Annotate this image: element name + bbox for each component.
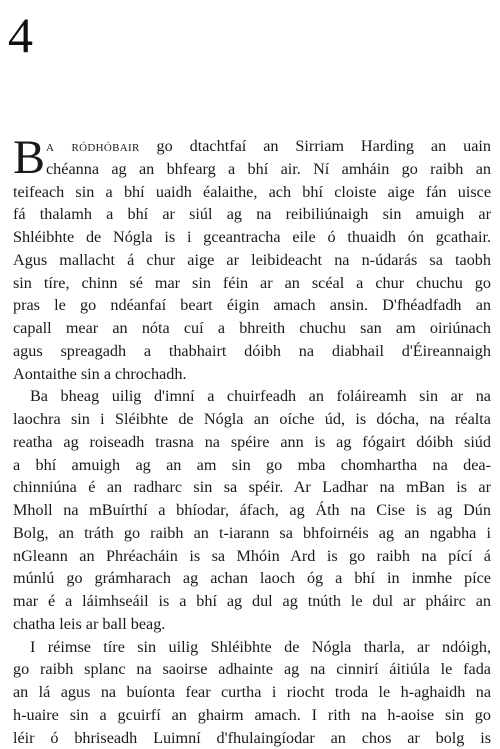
text-line: chéanna ag an bhfearg a bhí air. Ní amháin go raibh an: [13, 158, 491, 181]
text-line: agus spreagadh a thabhairt dóibh na diabhail d'Éireannaigh: [13, 340, 491, 363]
text-line: mar é a láimhseáil is a bhí ag dul ag tnúth le dul ar pháirc an: [13, 590, 491, 613]
text-line: múnlú go grámharach ag achan laoch óg a bhí in inmhe píce: [13, 567, 491, 590]
text-line: chatha leis ar ball beag.: [13, 613, 491, 636]
text-line: laochra sin i Sléibhte de Nógla an oíche úd, is dócha, na réalta: [13, 408, 491, 431]
text-line: Mholl na mBuírthí a bhíodar, áfach, ag Áth na Cise is ag Dún: [13, 499, 491, 522]
text-line: léir ó bhriseadh Luimní d'fhulaingíodar an chos ar bolg is: [13, 727, 491, 749]
text-line: nGleann an Phréacháin is sa Mhóin Ard is go raibh na pící á: [13, 545, 491, 568]
text-line: capall mear an nóta cuí a bhreith chuchu san am oiriúnach: [13, 317, 491, 340]
text-line-content: go dtachtfaí an Sirriam Harding an uain: [140, 137, 491, 155]
text-line: teifeach sin a bhí uaidh éalaithe, ach bhí cloiste aige fán uisce: [13, 181, 491, 204]
text-line: I réimse tíre sin uilig Shléibhte de Nógla tharla, ar ndóigh,: [13, 636, 491, 659]
chapter-number: 4: [8, 10, 33, 60]
text-line: Ba bheag uilig d'imní a chuirfeadh an foláireamh sin ar na: [13, 385, 491, 408]
drop-cap: B: [13, 134, 45, 182]
text-line: Aontaithe sin a chrochadh.: [13, 363, 491, 386]
text-line: Agus mallacht á chur aige ar leibideacht na n-údarás sa taobh: [13, 249, 491, 272]
text-line: fá thalamh a bhí ar siúl ag na reibiliúnaigh sin amuigh ar: [13, 203, 491, 226]
text-line: go raibh splanc na saoirse adhainte ag na cinnirí áitiúla le fada: [13, 658, 491, 681]
text-line: h-uaire sin a gcuirfí an ghairm amach. I rith na h-aoise sin go: [13, 704, 491, 727]
text-line: Bolg, an tráth go raibh an t-iarann sa bhfoirnéis ag an ngabha i: [13, 522, 491, 545]
text-line: a bhí amuigh ag an am sin go mba chomhartha na dea-: [13, 454, 491, 477]
text-line: [13, 135, 491, 158]
opening-small-caps: a ródhóbair: [46, 137, 140, 155]
chapter-text: [13, 135, 491, 749]
text-line: Shléibhte de Nógla is i gceantracha eile ó thuaidh ón gcathair.: [13, 226, 491, 249]
text-line: chinniúna é an radharc sin sa spéir. Ar Ladhar na mBan is ar: [13, 476, 491, 499]
text-line: reatha ag roiseadh trasna na spéire ann is ag fógairt dóibh siúd: [13, 431, 491, 454]
text-line: an lá agus na buíonta fear curtha i riocht troda le h-aghaidh na: [13, 681, 491, 704]
text-line: sin tíre, chinn sé mar sin féin ar an scéal a chur chuchu go: [13, 272, 491, 295]
text-line: pras le go ndéanfaí beart éigin amach ansin. D'fhéadfadh an: [13, 294, 491, 317]
